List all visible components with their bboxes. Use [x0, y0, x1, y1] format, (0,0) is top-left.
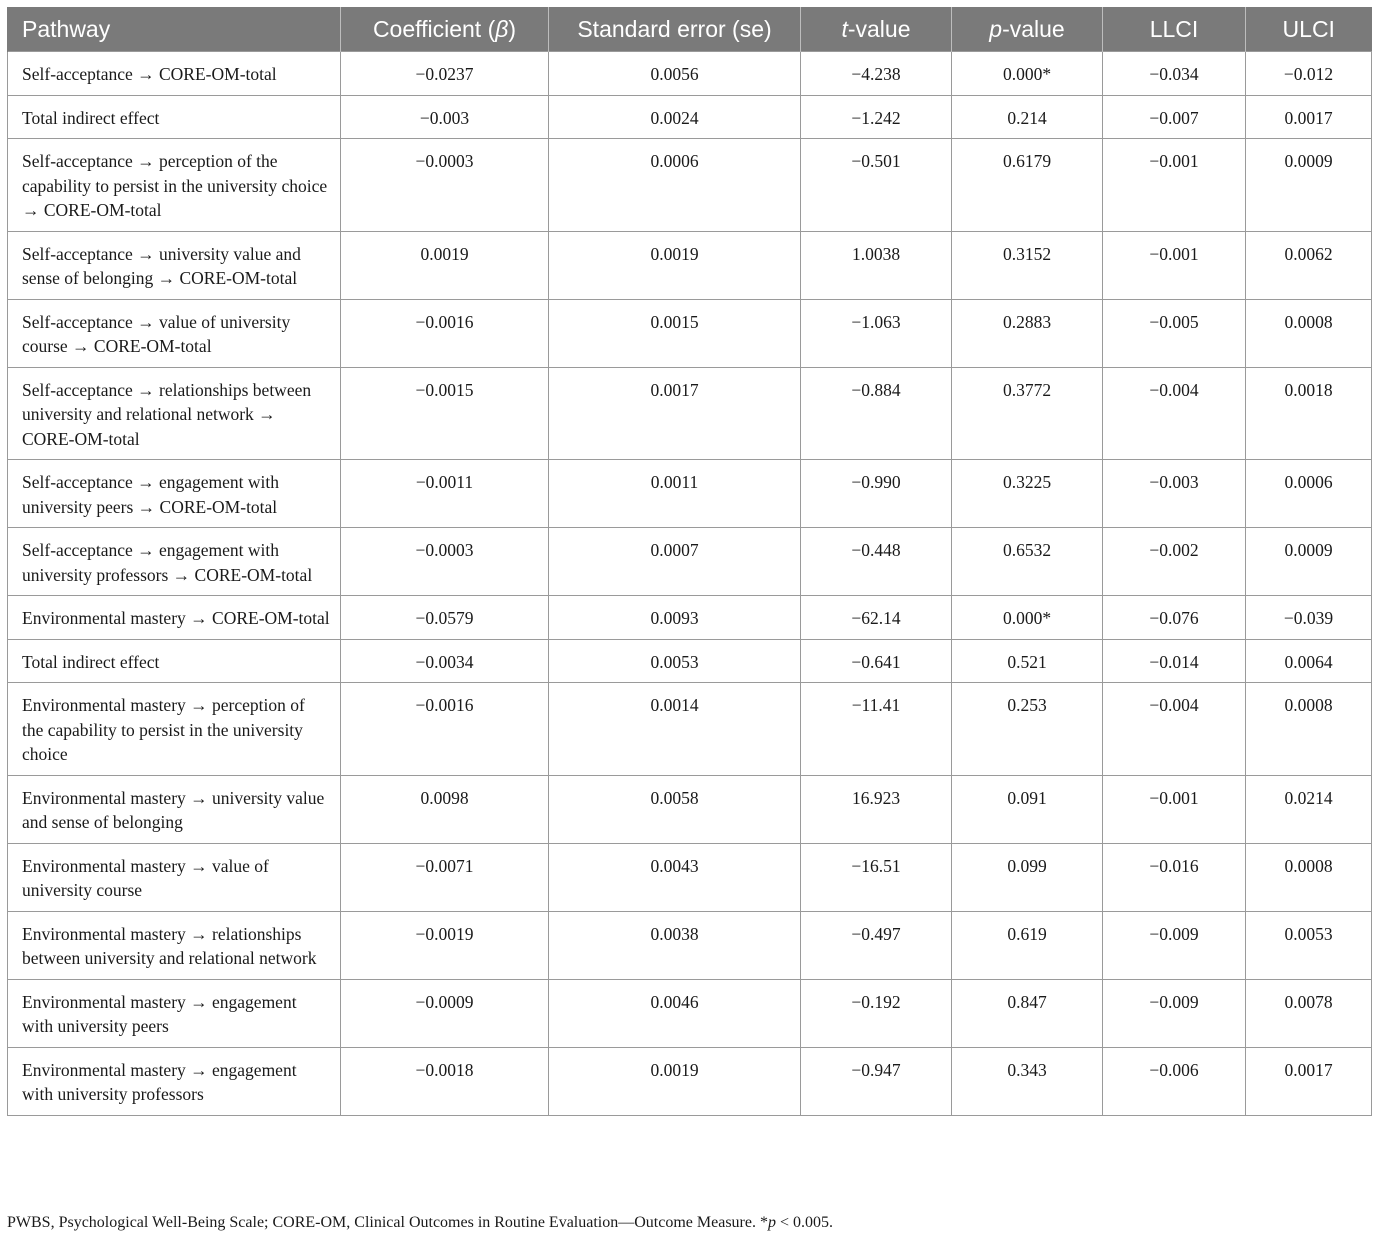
footnote-rest: < 0.005. — [775, 1214, 833, 1231]
cell-pathway: Environmental mastery → perception of the capability to persist in the university choice — [8, 683, 341, 776]
table-footnote — [7, 1214, 833, 1232]
cell-p-value: 0.6532 — [952, 528, 1103, 596]
cell-t-value: −0.947 — [801, 1047, 952, 1115]
header-ulci: ULCI — [1246, 7, 1372, 52]
cell-coefficient: −0.0034 — [341, 639, 549, 683]
cell-se: 0.0007 — [549, 528, 801, 596]
header-p-value — [952, 7, 1103, 52]
table-row — [8, 460, 1372, 528]
cell-ulci: 0.0008 — [1246, 299, 1372, 367]
cell-p-value: 0.3772 — [952, 367, 1103, 460]
header-p-rest: -value — [1002, 15, 1065, 42]
cell-coefficient: −0.0237 — [341, 52, 549, 96]
table-row — [8, 95, 1372, 139]
header-llci: LLCI — [1103, 7, 1246, 52]
cell-llci: −0.004 — [1103, 683, 1246, 776]
cell-t-value: −0.448 — [801, 528, 952, 596]
cell-pathway: Environmental mastery → university value and sense of belonging — [8, 775, 341, 843]
cell-se: 0.0058 — [549, 775, 801, 843]
cell-pathway: Total indirect effect — [8, 95, 341, 139]
cell-pathway: Environmental mastery → engagement with university professors — [8, 1047, 341, 1115]
cell-p-value: 0.847 — [952, 979, 1103, 1047]
cell-coefficient: −0.0018 — [341, 1047, 549, 1115]
cell-se: 0.0056 — [549, 52, 801, 96]
cell-coefficient: −0.0011 — [341, 460, 549, 528]
cell-t-value: 1.0038 — [801, 231, 952, 299]
cell-coefficient: −0.0019 — [341, 911, 549, 979]
table-row — [8, 911, 1372, 979]
table-row — [8, 528, 1372, 596]
cell-p-value: 0.343 — [952, 1047, 1103, 1115]
cell-coefficient: −0.003 — [341, 95, 549, 139]
table-row — [8, 367, 1372, 460]
cell-se: 0.0038 — [549, 911, 801, 979]
cell-se: 0.0093 — [549, 596, 801, 640]
cell-pathway: Environmental mastery → relationships between university and relational network — [8, 911, 341, 979]
cell-t-value: −0.192 — [801, 979, 952, 1047]
cell-p-value: 0.2883 — [952, 299, 1103, 367]
table-row — [8, 639, 1372, 683]
cell-p-value: 0.000* — [952, 596, 1103, 640]
cell-t-value: −1.063 — [801, 299, 952, 367]
cell-llci: −0.001 — [1103, 775, 1246, 843]
cell-llci: −0.001 — [1103, 231, 1246, 299]
table-row — [8, 843, 1372, 911]
cell-ulci: −0.012 — [1246, 52, 1372, 96]
cell-p-value: 0.099 — [952, 843, 1103, 911]
cell-ulci: −0.039 — [1246, 596, 1372, 640]
cell-llci: −0.001 — [1103, 139, 1246, 232]
cell-p-value: 0.253 — [952, 683, 1103, 776]
cell-se: 0.0006 — [549, 139, 801, 232]
cell-pathway: Total indirect effect — [8, 639, 341, 683]
cell-llci: −0.009 — [1103, 979, 1246, 1047]
cell-ulci: 0.0009 — [1246, 139, 1372, 232]
cell-coefficient: 0.0098 — [341, 775, 549, 843]
cell-coefficient: −0.0579 — [341, 596, 549, 640]
cell-llci: −0.016 — [1103, 843, 1246, 911]
cell-se: 0.0053 — [549, 639, 801, 683]
table-body — [8, 52, 1372, 1116]
cell-ulci: 0.0017 — [1246, 1047, 1372, 1115]
cell-t-value: −11.41 — [801, 683, 952, 776]
cell-se: 0.0043 — [549, 843, 801, 911]
header-beta: β — [495, 15, 509, 42]
cell-coefficient: −0.0016 — [341, 299, 549, 367]
cell-pathway: Environmental mastery → engagement with university peers — [8, 979, 341, 1047]
cell-llci: −0.004 — [1103, 367, 1246, 460]
cell-se: 0.0014 — [549, 683, 801, 776]
cell-se: 0.0024 — [549, 95, 801, 139]
cell-coefficient: −0.0003 — [341, 528, 549, 596]
table-row — [8, 596, 1372, 640]
cell-pathway: Self-acceptance → engagement with university professors → CORE-OM-total — [8, 528, 341, 596]
cell-t-value: −4.238 — [801, 52, 952, 96]
table-row — [8, 52, 1372, 96]
cell-llci: −0.007 — [1103, 95, 1246, 139]
table-row — [8, 979, 1372, 1047]
cell-pathway: Self-acceptance → engagement with university peers → CORE-OM-total — [8, 460, 341, 528]
cell-llci: −0.003 — [1103, 460, 1246, 528]
cell-pathway: Environmental mastery → value of university course — [8, 843, 341, 911]
header-pathway: Pathway — [8, 7, 341, 52]
cell-coefficient: −0.0016 — [341, 683, 549, 776]
cell-t-value: −0.501 — [801, 139, 952, 232]
cell-se: 0.0017 — [549, 367, 801, 460]
header-se: Standard error (se) — [549, 7, 801, 52]
cell-pathway: Self-acceptance → relationships between university and relational network → CORE-OM-total — [8, 367, 341, 460]
cell-ulci: 0.0008 — [1246, 683, 1372, 776]
cell-ulci: 0.0018 — [1246, 367, 1372, 460]
cell-ulci: 0.0062 — [1246, 231, 1372, 299]
cell-llci: −0.034 — [1103, 52, 1246, 96]
table-row — [8, 299, 1372, 367]
table-row — [8, 231, 1372, 299]
cell-ulci: 0.0078 — [1246, 979, 1372, 1047]
cell-llci: −0.076 — [1103, 596, 1246, 640]
cell-ulci: 0.0008 — [1246, 843, 1372, 911]
cell-p-value: 0.214 — [952, 95, 1103, 139]
header-row — [8, 7, 1372, 52]
cell-t-value: −0.641 — [801, 639, 952, 683]
cell-ulci: 0.0053 — [1246, 911, 1372, 979]
cell-ulci: 0.0009 — [1246, 528, 1372, 596]
cell-t-value: −0.990 — [801, 460, 952, 528]
cell-p-value: 0.619 — [952, 911, 1103, 979]
cell-p-value: 0.3225 — [952, 460, 1103, 528]
cell-pathway: Self-acceptance → perception of the capability to persist in the university choice → CORE-OM-total — [8, 139, 341, 232]
footnote-p: p — [767, 1214, 776, 1231]
table-row — [8, 1047, 1372, 1115]
cell-ulci: 0.0006 — [1246, 460, 1372, 528]
cell-llci: −0.002 — [1103, 528, 1246, 596]
mediation-table — [7, 7, 1372, 1116]
cell-t-value: −62.14 — [801, 596, 952, 640]
header-coefficient-close: ) — [508, 15, 517, 42]
cell-p-value: 0.091 — [952, 775, 1103, 843]
header-t-value — [801, 7, 952, 52]
cell-p-value: 0.3152 — [952, 231, 1103, 299]
cell-coefficient: −0.0009 — [341, 979, 549, 1047]
cell-llci: −0.005 — [1103, 299, 1246, 367]
cell-coefficient: −0.0071 — [341, 843, 549, 911]
cell-se: 0.0019 — [549, 1047, 801, 1115]
cell-coefficient: −0.0003 — [341, 139, 549, 232]
table-container — [7, 7, 1371, 1116]
cell-ulci: 0.0017 — [1246, 95, 1372, 139]
table-row — [8, 683, 1372, 776]
cell-coefficient: −0.0015 — [341, 367, 549, 460]
cell-ulci: 0.0214 — [1246, 775, 1372, 843]
cell-llci: −0.014 — [1103, 639, 1246, 683]
cell-pathway: Self-acceptance → university value and sense of belonging → CORE-OM-total — [8, 231, 341, 299]
cell-pathway: Self-acceptance → value of university course → CORE-OM-total — [8, 299, 341, 367]
cell-pathway: Environmental mastery → CORE-OM-total — [8, 596, 341, 640]
cell-p-value: 0.000* — [952, 52, 1103, 96]
cell-t-value: −0.497 — [801, 911, 952, 979]
cell-ulci: 0.0064 — [1246, 639, 1372, 683]
table-row — [8, 775, 1372, 843]
cell-coefficient: 0.0019 — [341, 231, 549, 299]
cell-se: 0.0015 — [549, 299, 801, 367]
footnote-text: PWBS, Psychological Well-Being Scale; CORE-OM, Clinical Outcomes in Routine Evaluation—Outcome Measure. * — [7, 1214, 768, 1231]
cell-t-value: −1.242 — [801, 95, 952, 139]
cell-t-value: −0.884 — [801, 367, 952, 460]
header-p: p — [989, 15, 1003, 42]
cell-llci: −0.006 — [1103, 1047, 1246, 1115]
cell-pathway: Self-acceptance → CORE-OM-total — [8, 52, 341, 96]
cell-t-value: −16.51 — [801, 843, 952, 911]
header-coefficient-label: Coefficient ( — [372, 15, 496, 42]
cell-se: 0.0046 — [549, 979, 801, 1047]
cell-t-value: 16.923 — [801, 775, 952, 843]
cell-p-value: 0.6179 — [952, 139, 1103, 232]
header-coefficient — [341, 7, 549, 52]
header-t: t — [841, 15, 848, 42]
table-row — [8, 139, 1372, 232]
cell-llci: −0.009 — [1103, 911, 1246, 979]
header-t-rest: -value — [847, 15, 911, 42]
cell-p-value: 0.521 — [952, 639, 1103, 683]
cell-se: 0.0019 — [549, 231, 801, 299]
table-header — [8, 7, 1372, 52]
cell-se: 0.0011 — [549, 460, 801, 528]
